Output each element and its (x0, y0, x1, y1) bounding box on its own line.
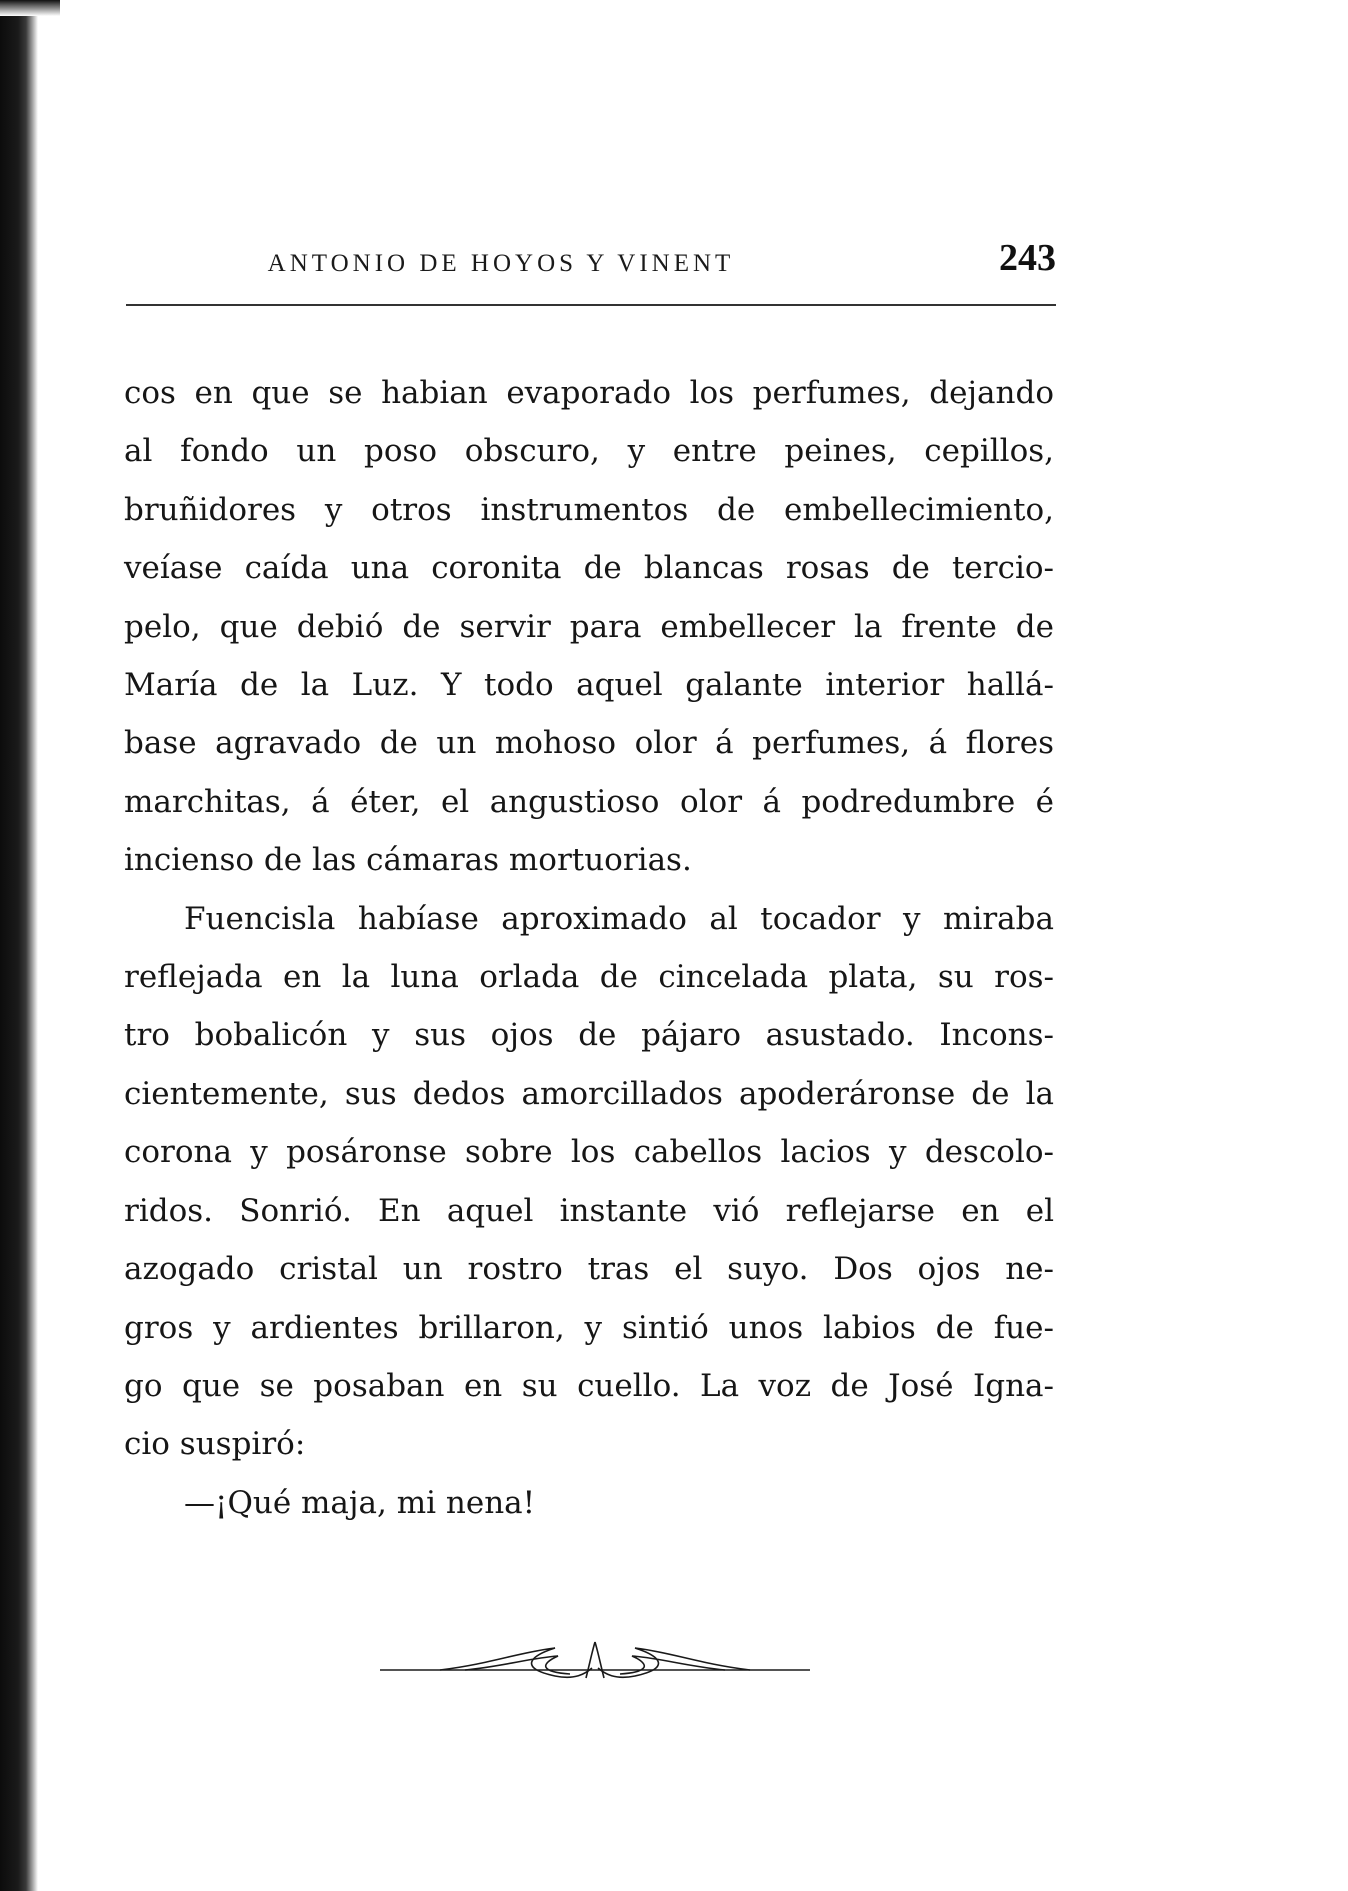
paragraph-1 (124, 364, 1054, 890)
text-line: cos en que se habian evaporado los perfumes, dejando (124, 375, 1054, 411)
text-line: al fondo un poso obscuro, y entre peines, cepillos, (124, 433, 1054, 470)
text-line: reflejada en la luna orlada de cincelada plata, su ros- (124, 959, 1054, 996)
text-line: cientemente, sus dedos amorcillados apoderáronse de la (124, 1075, 1054, 1112)
running-head (126, 236, 1056, 296)
page-corner-shadow (0, 0, 60, 16)
text-line: marchitas, á éter, el angustioso olor á podredumbre é (124, 783, 1054, 820)
header-rule (126, 304, 1056, 306)
text-line: bruñidores y otros instrumentos de embellecimiento, (124, 491, 1054, 528)
running-head-title: ANTONIO DE HOYOS Y VINENT (267, 250, 735, 277)
page-number: 243 (999, 237, 1056, 279)
text-line: gros y ardientes brillaron, y sintió unos labios de fue- (124, 1309, 1054, 1346)
text-line: tro bobalicón y sus ojos de pájaro asustado. Incons- (124, 1017, 1054, 1054)
text-line: incienso de las cámaras mortuorias. (124, 842, 692, 879)
text-line: azogado cristal un rostro tras el suyo. Dos ojos ne- (124, 1251, 1054, 1288)
paragraph-3 (124, 1474, 1054, 1532)
fleuron-ornament-icon (380, 1638, 810, 1688)
paragraph-2 (124, 890, 1054, 1474)
body-text (124, 364, 1054, 1532)
text-line: go que se posaban en su cuello. La voz de José Igna- (124, 1367, 1054, 1404)
book-spine-shadow (0, 0, 38, 1891)
text-line: base agravado de un mohoso olor á perfumes, á flores (124, 725, 1054, 762)
text-line: veíase caída una coronita de blancas rosas de tercio- (124, 550, 1054, 587)
text-line: corona y posáronse sobre los cabellos lacios y descolo- (124, 1134, 1054, 1171)
text-line: María de la Luz. Y todo aquel galante interior hallá- (124, 667, 1054, 704)
text-line: ridos. Sonrió. En aquel instante vió reflejarse en el (124, 1192, 1054, 1229)
text-line: cio suspiró: (124, 1426, 306, 1463)
text-line: —¡Qué maja, mi nena! (184, 1484, 536, 1521)
text-line: pelo, que debió de servir para embellecer la frente de (124, 608, 1054, 645)
text-line: Fuencisla habíase aproximado al tocador y miraba (184, 900, 1054, 937)
